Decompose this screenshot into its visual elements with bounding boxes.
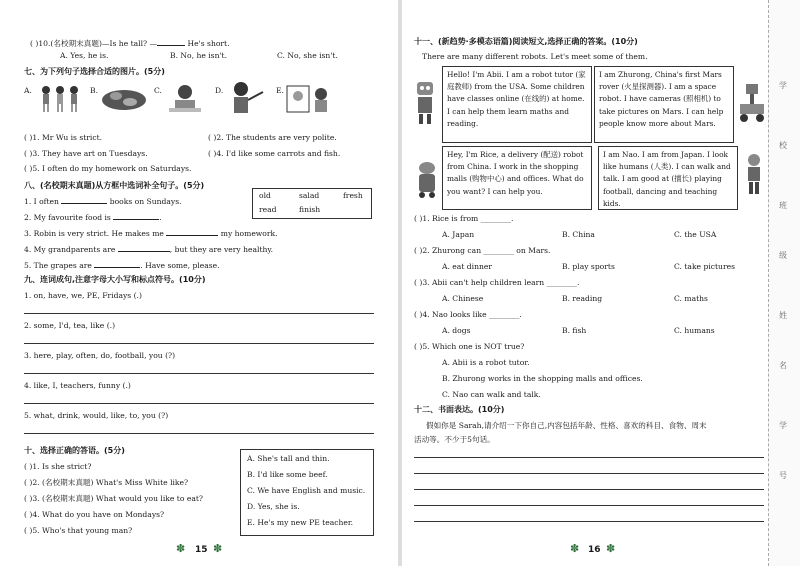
s11-q4: ( )4. Nao looks like ________. [414, 310, 522, 319]
zhurong-card: I am Zhurong, China's first Mars rover (火星探测器). I am a space robot. I have cameras (照相机) to take pictures on Mars. I can help people know more about Mars. [594, 66, 734, 143]
s10-item-5: ( )5. Who's that young man? [24, 526, 133, 535]
section-11-title: 十一、(新趋势·多模态语篇)阅读短文,选择正确的答案。(10分) [414, 37, 638, 46]
tree-icon: ✽ [606, 542, 616, 555]
s8-item-5: 5. The grapes are . Have some, please. [24, 261, 220, 270]
word-fresh: fresh [343, 191, 363, 200]
s10-answer-c: C. We have English and music. [247, 486, 366, 495]
writing-prompt-line-1: 假如你是 Sarah,请介绍一下你自己,内容包括年龄、性格、喜欢的科目、食物、周末 [426, 421, 707, 430]
tree-icon: ✽ [176, 542, 186, 555]
s11-q3-b: B. reading [562, 294, 603, 303]
q10-option-a: A. Yes, he is. [60, 51, 109, 60]
word-finish: finish [299, 205, 321, 214]
answer-line [24, 433, 374, 434]
s9-item-1: 1. on, have, we, PE, Fridays (.) [24, 291, 142, 300]
writing-line [414, 521, 764, 522]
s10-answer-e: E. He's my new PE teacher. [247, 518, 354, 527]
s7-item-2: ( )2. The students are very polite. [208, 133, 337, 142]
s11-q5-c: C. Nao can walk and talk. [442, 390, 541, 399]
section-11-intro: There are many different robots. Let's meet some of them. [422, 52, 648, 61]
s8-item-1: 1. I often books on Sundays. [24, 197, 182, 206]
s9-item-2: 2. some, I'd, tea, like (.) [24, 321, 116, 330]
zhurong-rover-picture [738, 82, 766, 124]
nao-robot-picture [742, 152, 766, 196]
s11-q2: ( )2. Zhurong can ________ on Mars. [414, 246, 551, 255]
s11-q2-c: C. take pictures [674, 262, 735, 271]
writing-line [414, 505, 764, 506]
rice-card: Hey, I'm Rice, a delivery (配送) robot from China. I work in the shopping malls (购物中心) and offices. What do you want? I can help you. [442, 146, 592, 210]
s11-q5-b: B. Zhurong works in the shopping malls and offices. [442, 374, 643, 383]
teacher-picture [225, 80, 265, 118]
abii-robot-picture [412, 80, 438, 126]
s10-answer-d: D. Yes, she is. [247, 502, 300, 511]
margin-char: 学 [779, 421, 787, 430]
s9-item-3: 3. here, play, often, do, football, you (?) [24, 351, 176, 360]
writing-line [414, 489, 764, 490]
word-old: old [259, 191, 271, 200]
pic-label-d: D. [215, 86, 224, 95]
answer-line [24, 343, 374, 344]
margin-char: 号 [779, 471, 787, 480]
margin-char: 级 [779, 251, 787, 260]
q10-option-c: C. No, she isn't. [277, 51, 338, 60]
q10-stem: ( )10.(名校期末真题)—Is he tall? — He's short. [30, 39, 230, 48]
s11-q3-a: A. Chinese [442, 294, 484, 303]
margin-char: 班 [779, 201, 787, 210]
s7-item-4: ( )4. I'd like some carrots and fish. [208, 149, 341, 158]
food-picture [100, 84, 148, 114]
s7-item-5: ( )5. I often do my homework on Saturdays. [24, 164, 192, 173]
s10-item-1: ( )1. Is she strict? [24, 462, 92, 471]
art-picture [285, 82, 331, 116]
s9-item-5: 5. what, drink, would, like, to, you (?) [24, 411, 169, 420]
children-picture [36, 82, 84, 116]
margin-char: 名 [779, 361, 787, 370]
tree-icon: ✽ [213, 542, 223, 555]
s9-item-4: 4. like, I, teachers, funny (.) [24, 381, 131, 390]
s11-q5: ( )5. Which one is NOT true? [414, 342, 525, 351]
writing-prompt-line-2: 活动等。不少于5句话。 [414, 435, 495, 444]
s11-q1-b: B. China [562, 230, 595, 239]
s8-item-2: 2. My favourite food is . [24, 213, 162, 222]
s11-q4-b: B. fish [562, 326, 587, 335]
pic-label-e: E. [276, 86, 284, 95]
q10-option-b: B. No, he isn't. [170, 51, 228, 60]
page-number-right: 16 [588, 545, 601, 555]
writing-line [414, 457, 764, 458]
answer-line [24, 403, 374, 404]
s11-q1: ( )1. Rice is from ________. [414, 214, 514, 223]
s10-item-4: ( )4. What do you have on Mondays? [24, 510, 165, 519]
page-15 [0, 0, 398, 566]
section-7-title: 七、为下列句子选择合适的图片。(5分) [24, 67, 165, 76]
s10-answer-b: B. I'd like some beef. [247, 470, 328, 479]
binding-margin [768, 0, 800, 566]
pic-label-c: C. [154, 86, 162, 95]
s11-q3: ( )3. Abii can't help children learn ________. [414, 278, 580, 287]
s10-item-2: ( )2. (名校期末真题) What's Miss White like? [24, 478, 189, 487]
word-read: read [259, 205, 277, 214]
s11-q1-a: A. Japan [442, 230, 475, 239]
pic-label-b: B. [90, 86, 98, 95]
page-number-left: 15 [195, 545, 208, 555]
tree-icon: ✽ [570, 542, 580, 555]
writing-line [414, 473, 764, 474]
s10-answer-a: A. She's tall and thin. [247, 454, 330, 463]
homework-picture [165, 82, 205, 116]
s11-q5-a: A. Abii is a robot tutor. [442, 358, 530, 367]
s11-q2-a: A. eat dinner [442, 262, 492, 271]
page-16 [402, 0, 768, 566]
s8-item-3: 3. Robin is very strict. He makes me my homework. [24, 229, 278, 238]
s8-item-4: 4. My grandparents are , but they are very healthy. [24, 245, 274, 254]
answer-line [24, 373, 374, 374]
s7-item-1: ( )1. Mr Wu is strict. [24, 133, 103, 142]
section-8-title: 八、(名校期末真题)从方框中选词补全句子。(5分) [24, 181, 205, 190]
rice-robot-picture [414, 160, 440, 200]
s11-q4-a: A. dogs [442, 326, 471, 335]
answer-line [24, 313, 374, 314]
word-salad: salad [299, 191, 320, 200]
s7-item-3: ( )3. They have art on Tuesdays. [24, 149, 148, 158]
s10-item-3: ( )3. (名校期末真题) What would you like to eat? [24, 494, 203, 503]
margin-char: 姓 [779, 311, 787, 320]
abii-card: Hello! I'm Abii. I am a robot tutor (家庭教师) from the USA. Some children have classes online (在线的) at home. I can help them learn maths and reading. [442, 66, 592, 143]
section-12-title: 十二、书面表达。(10分) [414, 405, 505, 414]
s11-q3-c: C. maths [674, 294, 708, 303]
s11-q2-b: B. play sports [562, 262, 615, 271]
s11-q1-c: C. the USA [674, 230, 717, 239]
section-10-title: 十、选择正确的答语。(5分) [24, 446, 125, 455]
margin-char: 学 [779, 81, 787, 90]
section-9-title: 九、连词成句,注意字母大小写和标点符号。(10分) [24, 275, 206, 284]
s11-q4-c: C. humans [674, 326, 715, 335]
nao-card: I am Nao. I am from Japan. I look like humans (人类). I can walk and talk. I am good at (擅长) playing football, dancing and teaching kids. [598, 146, 738, 210]
margin-char: 校 [779, 141, 787, 150]
pic-label-a: A. [24, 86, 32, 95]
